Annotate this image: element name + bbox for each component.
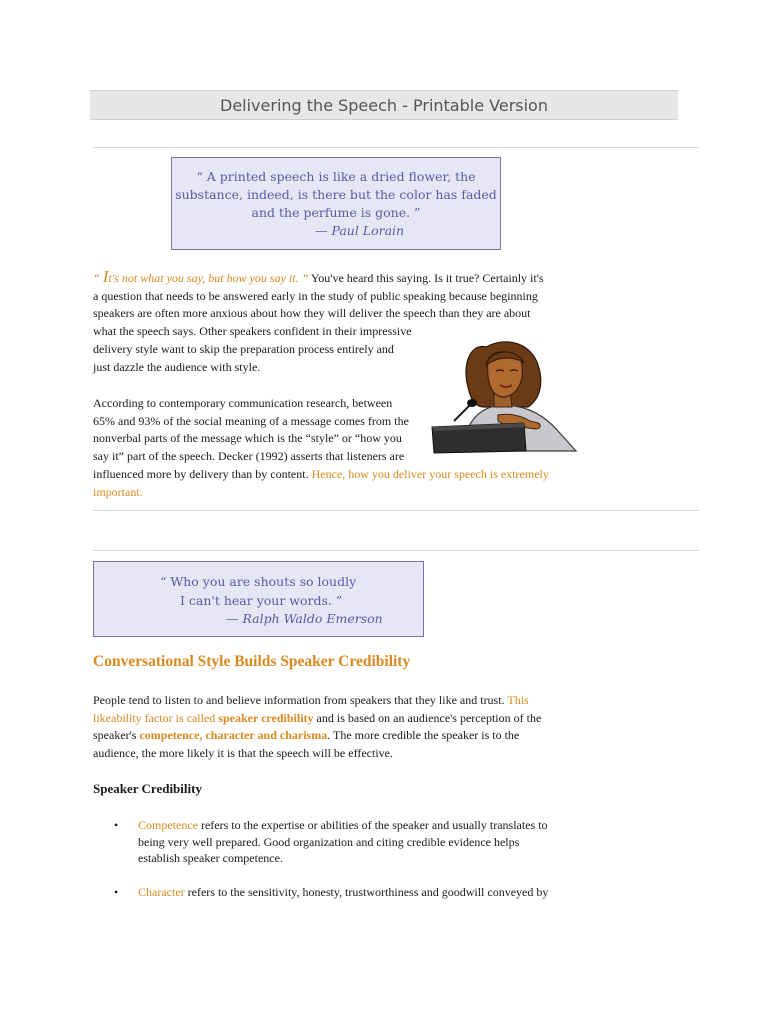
research-paragraph: According to contemporary communication research, between 65% and 93% of the social meaning of a message comes from the nonverbal parts of the message which is the “style” or “how you say it” part of the speech. Decker (1992) asserts that listeners are influenced more by delivery than by content. Hence, how you deliver your speech is extremely important.	[93, 395, 573, 501]
woman-speaker-at-podium-illustration	[428, 335, 578, 455]
divider	[93, 510, 699, 511]
credibility-paragraph: People tend to listen to and believe information from speakers that they like and trust. This likeability factor is called speaker credibility and is based on an audience's perception of the speaker's competence, character and charisma. The more credible the speaker is to the audience, the more likely it is that the speech will be effective.	[93, 693, 542, 761]
list-item: Competence refers to the expertise or abilities of the speaker and usually translates to being very well prepared. Good organization and citing credible evidence helps establish speaker competence.	[138, 818, 548, 865]
term-character: Character	[138, 885, 185, 899]
quote-line: substance, indeed, is there but the color has faded	[175, 187, 497, 202]
term-speaker-credibility: speaker credibility	[218, 710, 314, 725]
intro-paragraph: “ It's not what you say, but how you say it. ” You've heard this saying. Is it true? Certainly it's a question that needs to be answered early in the study of public speaking because beginning speakers are often more anxious about how they will deliver the speech than they are about what the speech says. Other speakers confident in their impressive delivery style want to skip the preparation process entirely and just dazzle the audience with style.	[93, 267, 544, 374]
quote-line: and the perfume is gone. ”	[251, 205, 421, 220]
section-heading: Conversational Style Builds Speaker Credibility	[93, 653, 411, 670]
term-competence-character-charisma: competence, character and charisma	[139, 728, 328, 743]
quote-box-emerson	[93, 561, 424, 637]
quote-line: “ A printed speech is like a dried flower, the	[196, 169, 476, 184]
highlight-text: important.	[93, 484, 143, 499]
quote-box-lorain	[171, 157, 501, 250]
highlight-text: Hence, how you deliver your speech is extremely	[311, 466, 549, 481]
list-item: Character refers to the sensitivity, honesty, trustworthiness and goodwill conveyed by	[138, 885, 549, 899]
quote-author: — Ralph Waldo Emerson	[226, 611, 383, 626]
quote-line: I can't hear your words. ”	[180, 593, 343, 608]
term-competence: Competence	[138, 818, 198, 832]
subsection-heading: Speaker Credibility	[93, 781, 202, 796]
divider	[93, 550, 699, 551]
lead-quote: “ It's not what you say, but how you say it. ”	[93, 267, 309, 286]
bullet-icon: •	[114, 818, 119, 832]
page-title: Delivering the Speech - Printable Version	[90, 90, 678, 120]
bullet-icon: •	[114, 885, 119, 899]
divider	[93, 147, 699, 148]
quote-line: “ Who you are shouts so loudly	[160, 574, 357, 589]
quote-author: — Paul Lorain	[315, 223, 405, 238]
